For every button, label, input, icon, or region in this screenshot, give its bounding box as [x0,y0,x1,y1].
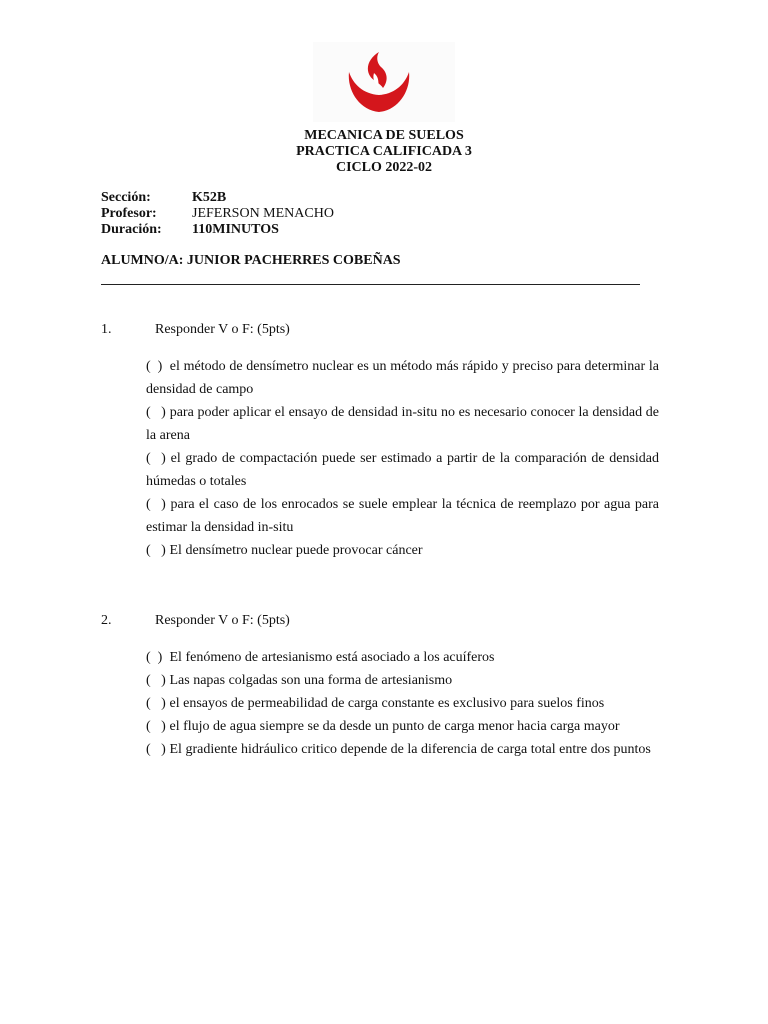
tf-statement: el flujo de agua siempre se da desde un punto de carga menor hacia carga mayor [169,719,620,734]
answer-blank[interactable]: ( ) [146,673,166,688]
tf-statement: el método de densímetro nuclear es un método más rápido y preciso para determinar la densidad de campo [146,359,659,397]
section-label: Sección: [101,190,151,205]
tf-item [146,539,659,562]
student-name: ALUMNO/A: JUNIOR PACHERRES COBEÑAS [101,253,401,268]
section-value: K52B [192,190,227,205]
university-flame-logo-icon [343,48,415,116]
tf-item [146,646,659,669]
name-underline [101,284,640,285]
duration-label: Duración: [101,222,162,237]
tf-item [146,715,659,738]
tf-statement: el grado de compactación puede ser estimado a partir de la comparación de densidad húmedas o totales [146,451,660,489]
tf-item [146,493,659,539]
exam-title-block [0,128,768,176]
tf-item [146,401,659,447]
course-title: MECANICA DE SUELOS [304,128,464,143]
section-row [101,190,334,206]
tf-statement: para el caso de los enrocados se suele emplear la técnica de reemplazo por agua para estimar la densidad in-situ [146,497,660,535]
answer-blank[interactable]: ( ) [146,405,166,420]
tf-statement: Las napas colgadas son una forma de artesianismo [169,673,453,688]
question-number: 2. [101,613,112,628]
answer-blank[interactable]: ( ) [146,359,163,374]
question-2-header [101,613,290,629]
tf-item [146,447,659,493]
answer-blank[interactable]: ( ) [146,543,166,558]
duration-row [101,222,334,238]
tf-statement: el ensayos de permeabilidad de carga constante es exclusivo para suelos finos [169,696,605,711]
tf-statement: para poder aplicar el ensayo de densidad in-situ no es necesario conocer la densidad de la arena [146,405,659,443]
professor-row [101,206,334,222]
professor-value: JEFERSON MENACHO [192,206,334,221]
duration-value: 110MINUTOS [192,222,279,237]
exam-title: PRACTICA CALIFICADA 3 [296,144,472,159]
tf-item [146,669,659,692]
tf-item [146,692,659,715]
tf-statement: El fenómeno de artesianismo está asociado a los acuíferos [169,650,495,665]
question-prompt: Responder V o F: (5pts) [155,322,290,337]
answer-blank[interactable]: ( ) [146,719,166,734]
answer-blank[interactable]: ( ) [146,650,163,665]
exam-details [101,190,334,238]
question-prompt: Responder V o F: (5pts) [155,613,290,628]
tf-item [146,355,659,401]
question-1-items [146,355,659,562]
answer-blank[interactable]: ( ) [146,497,166,512]
tf-statement: El densímetro nuclear puede provocar cáncer [169,543,423,558]
tf-item [146,738,659,761]
answer-blank[interactable]: ( ) [146,742,166,757]
professor-label: Profesor: [101,206,157,221]
question-number: 1. [101,322,112,337]
answer-blank[interactable]: ( ) [146,451,166,466]
cycle-title: CICLO 2022-02 [335,160,433,175]
answer-blank[interactable]: ( ) [146,696,166,711]
tf-statement: El gradiente hidráulico critico depende de la diferencia de carga total entre dos puntos [169,742,651,757]
question-1-header [101,322,290,338]
question-2-items [146,646,659,761]
